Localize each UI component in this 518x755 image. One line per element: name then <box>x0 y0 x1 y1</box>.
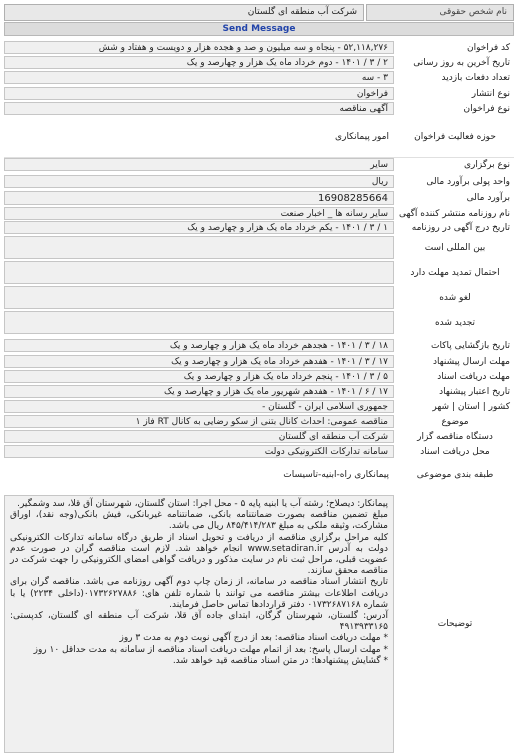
classification-label: طبقه بندی موضوعی <box>396 460 514 490</box>
row-activity-area <box>4 118 514 156</box>
extension-value <box>4 261 394 284</box>
legal-entity-label: نام شخص حقوقی <box>366 4 514 21</box>
row-cancelled <box>4 286 514 309</box>
currency-label: واحد پولی برآورد مالی <box>396 175 514 188</box>
docs-place-value: سامانه تدارکات الکترونیکی دولت <box>4 445 394 458</box>
activity-area-label: حوزه فعالیت فراخوان <box>396 118 514 156</box>
row-call-code <box>4 41 514 54</box>
estimate-label: برآورد مالی <box>396 191 514 205</box>
publish-date-value: ۱ / ۳ / ۱۴۰۱ - یکم خرداد ماه یک هزار و چهارصد و یک <box>4 221 394 234</box>
description-paragraph: * گشایش پیشنهادها: در متن اسناد مناقصه قید خواهد شد. <box>172 655 388 666</box>
description-paragraph: تاریخ انتشار اسناد مناقصه در سامانه، از زمان چاپ دوم آگهی روزنامه می باشد. مناقصه گران برای دریافت اطلاعات بیشتر مناقصه می توانند با شماره تلفن های: ۰۱۷۳۲۶۲۷۸۸۶(داخلی ۲۲۳۴) یا با شماره ۰۱۷۳۲۶۸۷۱۶۸ دفتر قراردادها تماس حاصل فرمایند. <box>10 577 388 610</box>
description-value <box>4 495 394 753</box>
description-paragraph: * مهلت دریافت اسناد مناقصه: بعد از درج آگهی نوبت دوم به مدت ۳ روز <box>119 633 388 644</box>
envelope-open-label: تاریخ بازگشایی پاکات <box>396 339 514 352</box>
row-estimate <box>4 191 514 205</box>
subject-value: مناقصه عمومی: احداث کانال بتنی از سکو رضایی به کانال RT فاز ۱ <box>4 415 394 428</box>
newspaper-label: نام روزنامه منتشر کننده آگهی <box>396 207 514 220</box>
description-paragraph: کلیه مراحل برگزاری مناقصه از دریافت و تحویل اسناد از طریق درگاه سامانه تدارکات الکترونیکی دولت به آدرس www.setadiran.ir انجام خواهد شد. لازم است مناقصه گران در صورت عدم عضویت قبلی، مراحل ثبت نام در سایت مذکور و دریافت گواهی امضای الکترونیکی را جهت شرکت در مناقصه محقق سازند. <box>10 532 389 577</box>
call-type-label: نوع فراخوان <box>396 102 514 115</box>
holding-type-value: سایر <box>4 158 394 171</box>
envelope-open-value: ۱۸ / ۳ / ۱۴۰۱ - هجدهم خرداد ماه یک هزار و چهارصد و یک <box>4 339 394 352</box>
renewed-value <box>4 311 394 334</box>
estimate-value: 16908285664 <box>4 191 394 205</box>
send-message-button[interactable]: Send Message <box>4 22 514 36</box>
row-location <box>4 400 514 413</box>
location-value: جمهوری اسلامی ایران - گلستان - <box>4 400 394 413</box>
row-docs-place <box>4 445 514 458</box>
renewed-label: تجدید شده <box>396 311 514 334</box>
call-code-label: کد فراخوان <box>396 41 514 54</box>
extension-label: احتمال تمدید مهلت دارد <box>396 261 514 284</box>
holding-type-label: نوع برگزاری <box>396 158 514 171</box>
subject-label: موضوع <box>396 415 514 428</box>
international-label: بین المللی است <box>396 236 514 259</box>
row-currency <box>4 175 514 188</box>
legal-entity-value: شرکت آب منطقه ای گلستان <box>4 4 364 21</box>
legal-entity-header <box>4 4 514 21</box>
newspaper-value: سایر رسانه ها _ اخبار صنعت <box>4 207 394 220</box>
description-paragraph: آدرس: گلستان، شهرستان گرگان، ابتدای جاده آق قلا، شرکت آب منطقه ای گلستان، کدپستی: ۴۹۱۳۹۳۳۱۶۵ <box>10 611 388 633</box>
last-update-label: تاریخ آخرین به روز رسانی <box>396 56 514 69</box>
row-submit-deadline <box>4 355 514 368</box>
activity-area-value: امور پیمانکاری <box>4 118 394 156</box>
row-publish-date <box>4 221 514 234</box>
classification-value: پیمانکاری راه-ابنیه-تاسیسات <box>4 460 394 490</box>
docs-deadline-label: مهلت دریافت اسناد <box>396 370 514 383</box>
row-description <box>4 495 514 753</box>
row-holding-type <box>4 158 514 171</box>
publish-type-value: فراخوان <box>4 87 394 100</box>
row-publish-type <box>4 87 514 100</box>
row-subject <box>4 415 514 428</box>
cancelled-label: لغو شده <box>396 286 514 309</box>
visit-count-label: تعداد دفعات بازدید <box>396 71 514 84</box>
last-update-value: ۲ / ۳ / ۱۴۰۱ - دوم خرداد ماه یک هزار و چهارصد و یک <box>4 56 394 69</box>
call-code-value: ۵۲,۱۱۸,۲۷۶ - پنجاه و سه میلیون و صد و هجده هزار و دویست و هفتاد و شش <box>4 41 394 54</box>
description-label: توضیحات <box>396 495 514 753</box>
row-docs-deadline <box>4 370 514 383</box>
row-validity <box>4 385 514 398</box>
description-paragraph: پیمانکار: دیصلاح؛ رشته آب یا ابنیه پایه ۵ - محل اجرا: استان گلستان، شهرستان آق قلا، سد وشمگیر. <box>17 499 388 509</box>
row-call-type <box>4 102 514 115</box>
row-renewed <box>4 311 514 334</box>
location-label: کشور | استان | شهر <box>396 400 514 413</box>
organizer-value: شرکت آب منطقه ای گلستان <box>4 430 394 443</box>
row-organizer <box>4 430 514 443</box>
submit-deadline-value: ۱۷ / ۳ / ۱۴۰۱ - هفدهم خرداد ماه یک هزار و چهارصد و یک <box>4 355 394 368</box>
publish-date-label: تاریخ درج آگهی در روزنامه <box>396 221 514 234</box>
cancelled-value <box>4 286 394 309</box>
row-visit-count <box>4 71 514 84</box>
row-international <box>4 236 514 259</box>
publish-type-label: نوع انتشار <box>396 87 514 100</box>
docs-deadline-value: ۵ / ۳ / ۱۴۰۱ - پنجم خرداد ماه یک هزار و چهارصد و یک <box>4 370 394 383</box>
validity-label: تاریخ اعتبار پیشنهاد <box>396 385 514 398</box>
submit-deadline-label: مهلت ارسال پیشنهاد <box>396 355 514 368</box>
description-paragraph: * مهلت ارسال پاسخ: بعد از اتمام مهلت دریافت اسناد مناقصه از سامانه به مدت حداقل ۱۰ روز <box>33 644 388 655</box>
international-value <box>4 236 394 259</box>
row-newspaper <box>4 207 514 220</box>
currency-value: ریال <box>4 175 394 188</box>
organizer-label: دستگاه مناقصه گزار <box>396 430 514 443</box>
row-extension <box>4 261 514 284</box>
row-envelope-open <box>4 339 514 352</box>
validity-value: ۱۷ / ۶ / ۱۴۰۱ - هفدهم شهریور ماه یک هزار و چهارصد و یک <box>4 385 394 398</box>
call-type-value: آگهی مناقصه <box>4 102 394 115</box>
docs-place-label: محل دریافت اسناد <box>396 445 514 458</box>
row-classification <box>4 460 514 490</box>
description-paragraph: مبلغ تضمین مناقصه بصورت ضمانتنامه بانکی، ضمانتنامه غیربانکی، فیش بانکی(وجه نقد)، اوراق مشارکت، وثیقه ملکی به مبلغ ۸۴۵/۴۱۴/۲۸۳ ریال می باشد. <box>10 510 388 532</box>
visit-count-value: ۳ - سه <box>4 71 394 84</box>
row-last-update <box>4 56 514 69</box>
